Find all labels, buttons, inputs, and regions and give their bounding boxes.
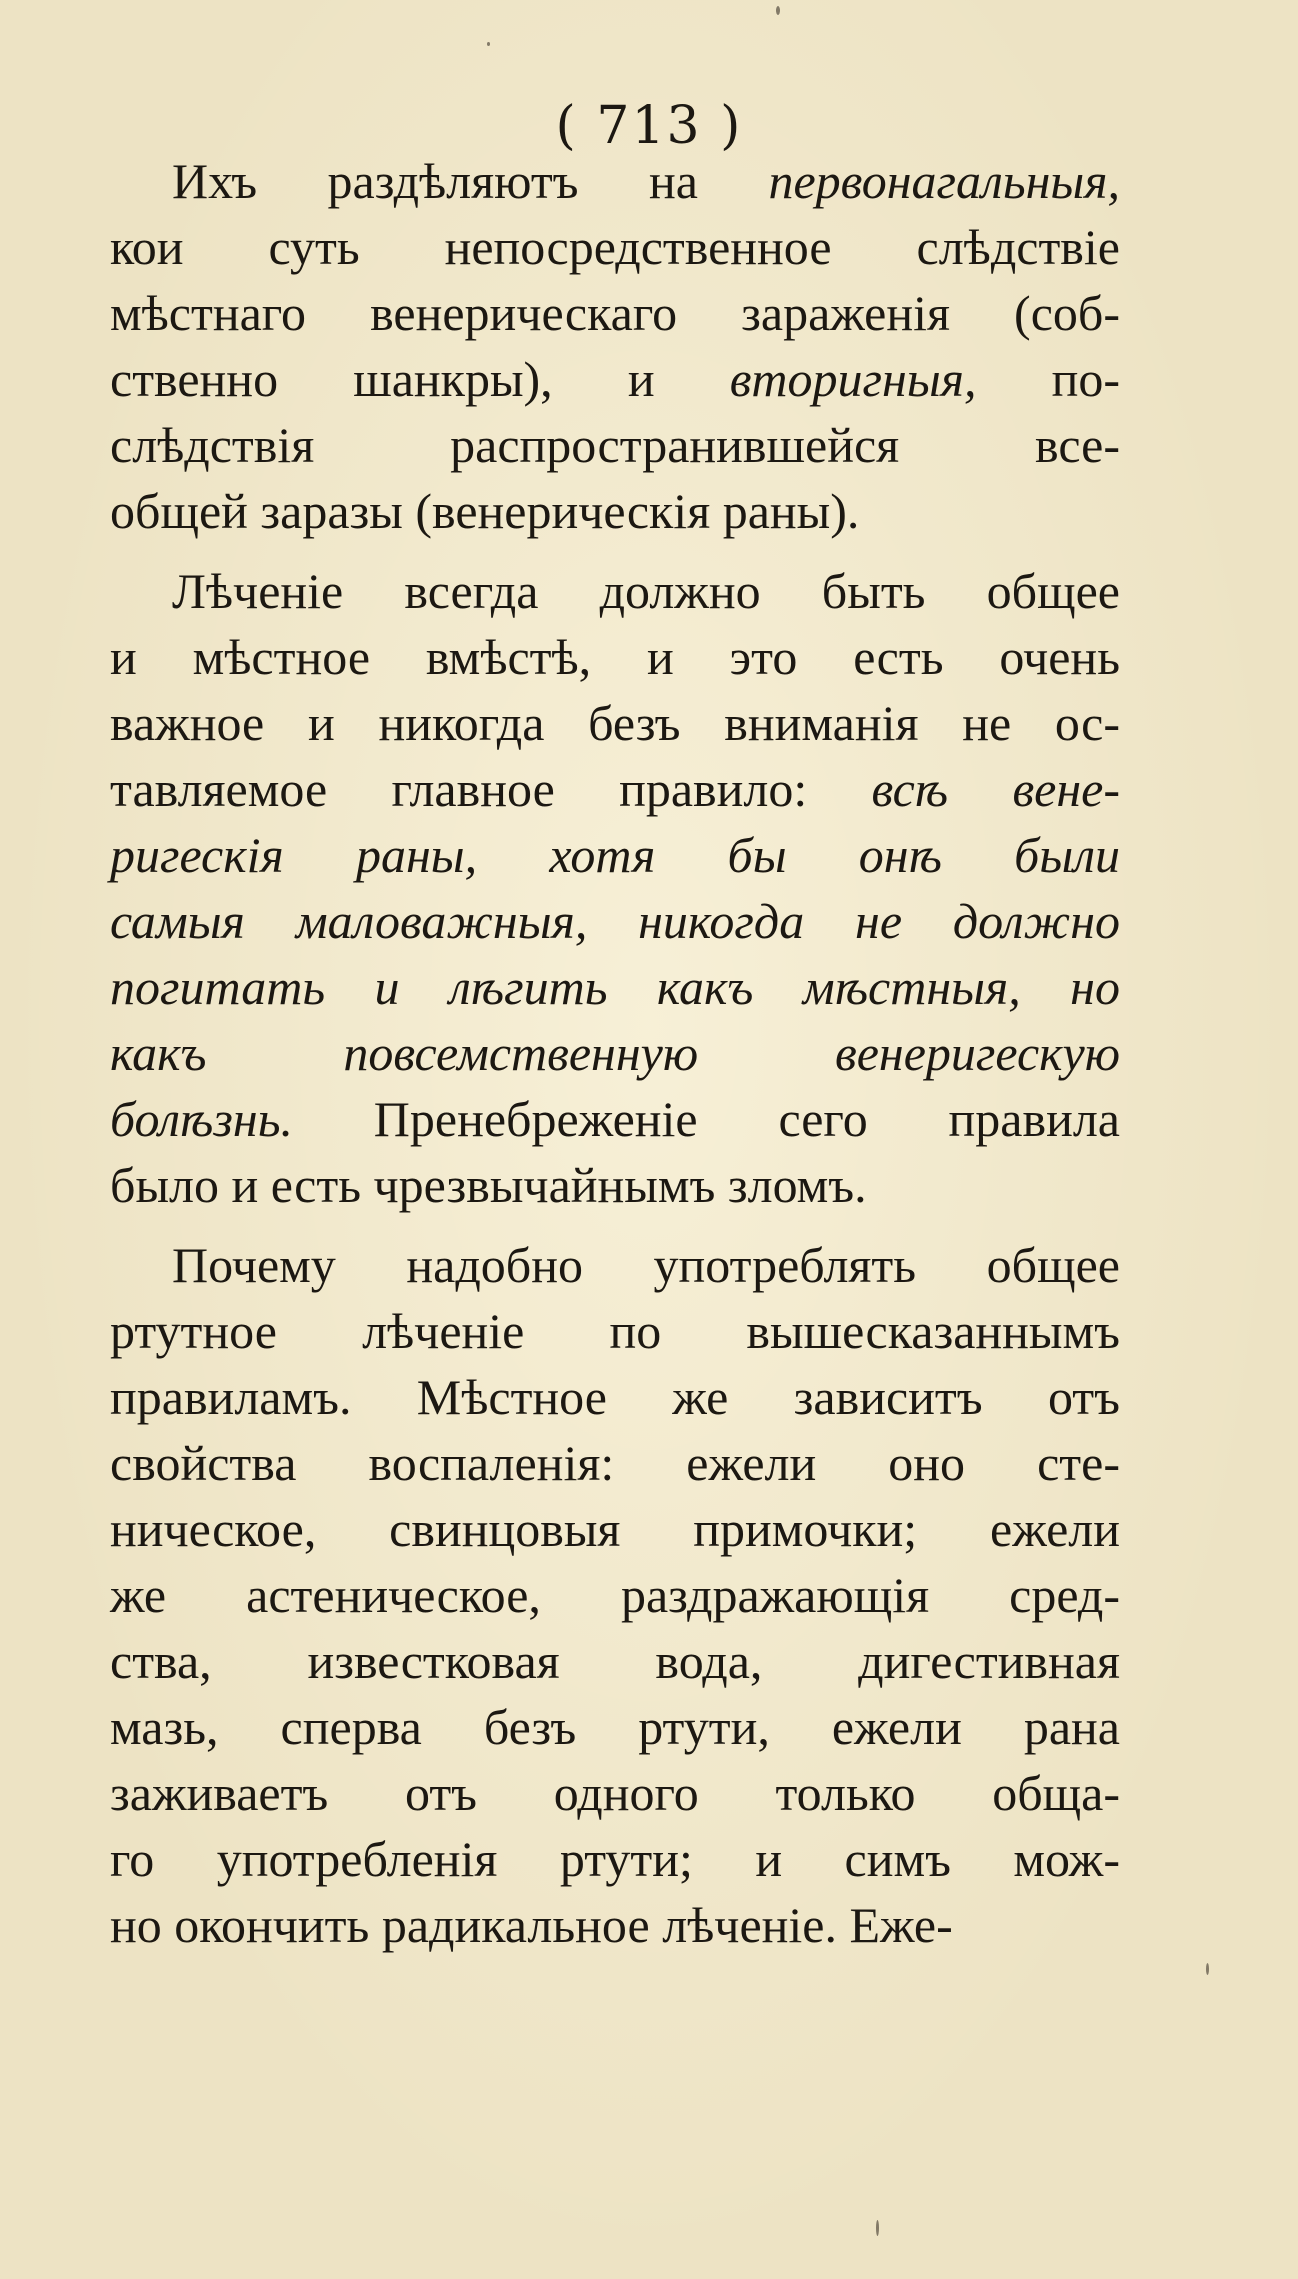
text-run: же астеническое, раздражающiя сред- xyxy=(110,1567,1120,1623)
text-run: тавляемое главное правило: xyxy=(110,761,872,817)
text-run: заживаетъ отъ одного только обща- xyxy=(110,1765,1120,1821)
text-run: Лѣченiе всегда должно быть общее xyxy=(172,563,1120,619)
text-run: было и есть чрезвычайнымъ зломъ. xyxy=(110,1157,867,1213)
italic-text-run: погитать и лѣгить какъ мѣстныя, но xyxy=(110,959,1120,1015)
text-run: ственно шанкры), и xyxy=(110,351,730,407)
text-run: по- xyxy=(976,351,1120,407)
text-run: общей заразы (венерическiя раны). xyxy=(110,483,860,539)
text-line xyxy=(110,888,1120,954)
text-line xyxy=(110,1760,1120,1826)
text-run: важное и никогда безъ вниманiя не ос- xyxy=(110,695,1120,751)
text-run: но окончить радикальное лѣченiе. Еже- xyxy=(110,1897,953,1953)
text-run: ства, известковая вода, дигестивная xyxy=(110,1633,1120,1689)
text-line xyxy=(110,214,1120,280)
italic-text-run: всѣ вене- xyxy=(871,761,1120,817)
text-run: Ихъ раздѣляютъ на xyxy=(172,153,769,209)
text-run: Почему надобно употреблять общее xyxy=(172,1237,1120,1293)
text-line xyxy=(110,558,1120,624)
paper-speck xyxy=(876,2220,879,2236)
text-line xyxy=(110,1826,1120,1892)
paragraph xyxy=(110,558,1120,1218)
text-line xyxy=(110,1086,1120,1152)
text-run: свойства воспаленiя: ежели оно сте- xyxy=(110,1435,1120,1491)
text-run: правиламъ. Мѣстное же зависитъ отъ xyxy=(110,1369,1120,1425)
text-line xyxy=(110,1496,1120,1562)
paragraph xyxy=(110,1232,1120,1958)
text-run: го употребленiя ртути; и симъ мож- xyxy=(110,1831,1120,1887)
italic-text-run: болѣзнь. xyxy=(110,1091,293,1147)
italic-text-run: самыя маловажныя, никогда не должно xyxy=(110,893,1120,949)
text-line xyxy=(110,954,1120,1020)
text-run: ническое, свинцовыя примочки; ежели xyxy=(110,1501,1120,1557)
paragraph xyxy=(110,148,1120,544)
text-line xyxy=(110,1152,1120,1218)
text-line xyxy=(110,412,1120,478)
text-line xyxy=(110,1020,1120,1086)
text-line xyxy=(110,346,1120,412)
text-run: мазь, сперва безъ ртути, ежели рана xyxy=(110,1699,1120,1755)
text-run: кои суть непосредственное слѣдствiе xyxy=(110,219,1120,275)
text-line xyxy=(110,280,1120,346)
text-line xyxy=(110,148,1120,214)
text-line xyxy=(110,1430,1120,1496)
text-run: и мѣстное вмѣстѣ, и это есть очень xyxy=(110,629,1120,685)
text-line xyxy=(110,1628,1120,1694)
body-text xyxy=(110,148,1120,1972)
text-run: слѣдствiя распространившейся все- xyxy=(110,417,1120,473)
text-run: Пренебреженiе сего правила xyxy=(292,1091,1120,1147)
text-line xyxy=(110,1364,1120,1430)
italic-text-run: вторигныя, xyxy=(729,351,977,407)
page-number: ( 713 ) xyxy=(555,96,743,156)
text-line xyxy=(110,690,1120,756)
text-line xyxy=(110,478,1120,544)
text-line xyxy=(110,1694,1120,1760)
text-line xyxy=(110,1892,1120,1958)
text-line xyxy=(110,624,1120,690)
italic-text-run: ригескiя раны, хотя бы онѣ были xyxy=(110,827,1120,883)
text-run: ртутное лѣченiе по вышесказаннымъ xyxy=(110,1303,1120,1359)
paper-speck xyxy=(776,6,780,15)
paper-speck xyxy=(1206,1963,1209,1975)
text-line xyxy=(110,1562,1120,1628)
text-line xyxy=(110,1232,1120,1298)
italic-text-run: первонагальныя, xyxy=(768,153,1120,209)
italic-text-run: какъ повсемственную венеригескую xyxy=(110,1025,1120,1081)
text-line xyxy=(110,756,1120,822)
text-line xyxy=(110,1298,1120,1364)
paper-speck xyxy=(487,42,490,46)
text-line xyxy=(110,822,1120,888)
text-run: мѣстнаго венерическаго зараженiя (соб- xyxy=(110,285,1120,341)
